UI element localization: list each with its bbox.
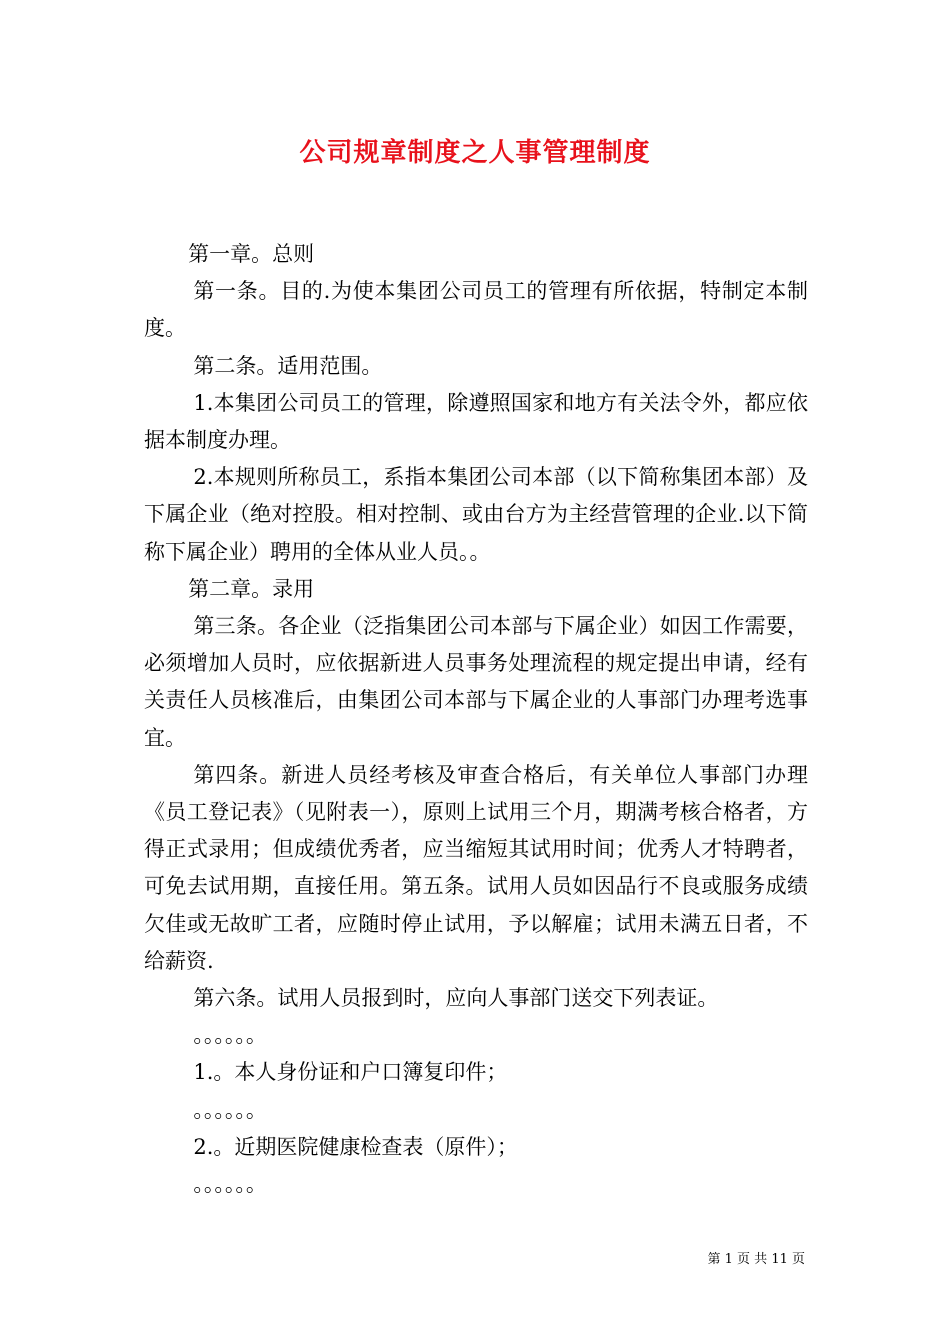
article-paragraph: 第六条。试用人员报到时，应向人事部门送交下列表证。 [193, 986, 719, 1011]
dots-line: 。。。。。。 [193, 1023, 267, 1048]
chapter-heading: 第二章。录用 [188, 576, 315, 601]
article-paragraph: 第二条。适用范围。 [193, 353, 383, 378]
dots-line: 。。。。。。 [193, 1097, 267, 1122]
list-item: 1.。本人身份证和户口簿复印件； [193, 1060, 508, 1085]
list-item: 2.。近期医院健康检查表（原件）； [193, 1134, 518, 1159]
document-title: 公司规章制度之人事管理制度 [299, 138, 651, 168]
article-paragraph: 第四条。新进人员经考核及审查合格后，有关单位人事部门办理《员工登记表》（见附表一），原则上试用三个月，期满考核合格者，方得正式录用；但成绩优秀者，应当缩短其试用时间；优秀人才特聘者，可免去试用期，直接任用。第五条。试用人员如因品行不良或服务成绩欠佳或无故旷工者，应随时停止试用，予以解雇；试用未满五日者，不给薪资. [144, 762, 808, 973]
chapter-heading: 第一章。总则 [188, 242, 315, 266]
clause-paragraph: 2.本规则所称员工，系指本集团公司本部（以下简称集团本部）及下属企业（绝对控股。相对控制、或由台方为主经营管理的企业.以下简称下属企业）聘用的全体从业人员。。 [144, 465, 808, 564]
dots-line: 。。。。。。 [193, 1172, 267, 1197]
page-footer: 第 1 页 共 11 页 [707, 1252, 805, 1267]
article-paragraph: 第三条。各企业（泛指集团公司本部与下属企业）如因工作需要，必须增加人员时，应依据新进人员事务处理流程的规定提出申请，经有关责任人员核准后，由集团公司本部与下属企业的人事部门办理考选事宜。 [144, 614, 808, 750]
document-body [144, 236, 808, 1203]
clause-paragraph: 1.本集团公司员工的管理，除遵照国家和地方有关法令外，都应依据本制度办理。 [144, 390, 808, 453]
article-paragraph: 第一条。目的.为使本集团公司员工的管理有所依据，特制定本制度。 [144, 279, 808, 341]
